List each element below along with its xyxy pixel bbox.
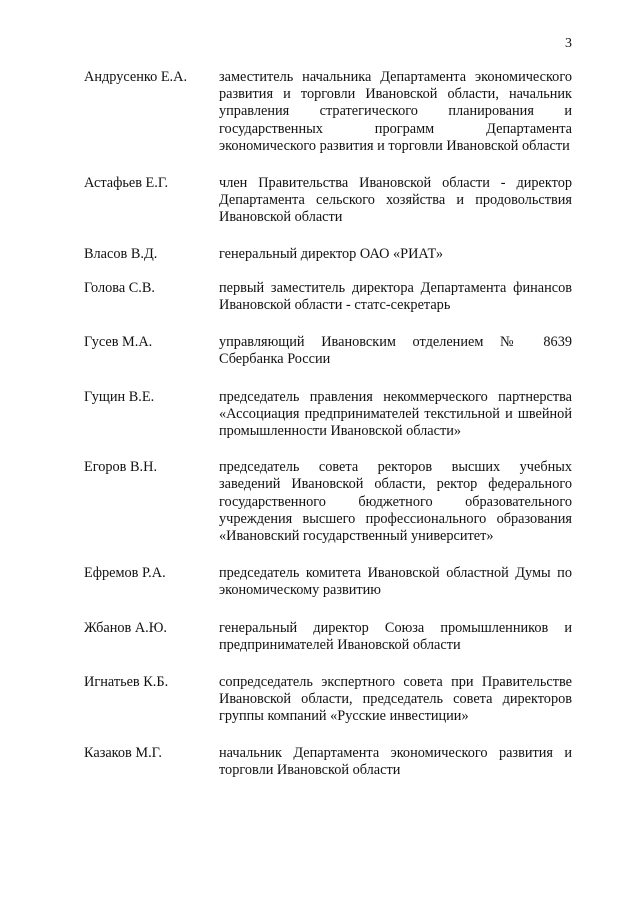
member-name: Голова С.В. bbox=[84, 279, 155, 296]
member-position: председатель совета ректоров высших учебных заведений Ивановской области, ректор федерального государственного бюджетного образовательного учреждения высшего профессионального образования «Ивановский государственный университет» bbox=[219, 459, 572, 545]
member-entry bbox=[84, 334, 572, 368]
member-name: Гусев М.А. bbox=[84, 334, 153, 351]
member-name: Андрусенко Е.А. bbox=[84, 69, 188, 85]
member-position: генеральный директор Союза промышленников и предпринимателей Ивановской области bbox=[219, 619, 572, 653]
member-entry bbox=[84, 280, 572, 314]
member-name: Игнатьев К.Б. bbox=[84, 674, 169, 691]
member-entry bbox=[84, 620, 572, 654]
member-name: Егоров В.Н. bbox=[84, 459, 158, 476]
member-position: первый заместитель директора Департамента финансов Ивановской области - статс-секретарь bbox=[219, 279, 572, 314]
member-name: Гущин В.Е. bbox=[84, 388, 155, 405]
page-number: 3 bbox=[565, 36, 572, 51]
member-position: председатель комитета Ивановской областной Думы по экономическому развитию bbox=[219, 565, 572, 599]
member-name: Жбанов А.Ю. bbox=[84, 619, 168, 636]
member-position: сопредседатель экспертного совета при Правительстве Ивановской области, председатель совета директоров группы компаний «Русские инвестиции» bbox=[219, 674, 572, 725]
member-entry bbox=[84, 565, 572, 599]
member-name: Власов В.Д. bbox=[84, 245, 158, 262]
member-entry bbox=[84, 175, 572, 227]
member-entry bbox=[84, 389, 572, 441]
member-entry bbox=[84, 246, 572, 263]
members-list bbox=[84, 69, 572, 779]
member-entry bbox=[84, 745, 572, 779]
member-entry bbox=[84, 674, 572, 726]
member-position: генеральный директор ОАО «РИАТ» bbox=[219, 245, 444, 262]
member-position: начальник Департамента экономического развития и торговли Ивановской области bbox=[219, 744, 572, 778]
member-name: Ефремов Р.А. bbox=[84, 565, 166, 582]
member-name: Астафьев Е.Г. bbox=[84, 175, 169, 192]
member-position: управляющий Ивановским отделением № 8639 Сбербанка России bbox=[219, 334, 572, 368]
member-entry bbox=[84, 459, 572, 545]
member-entry bbox=[84, 69, 572, 155]
member-position: председатель правления некоммерческого партнерства «Ассоциация предпринимателей текстильной и швейной промышленности Ивановской области» bbox=[219, 388, 572, 440]
member-position: член Правительства Ивановской области - директор Департамента сельского хозяйства и продовольствия Ивановской области bbox=[219, 175, 572, 226]
member-name: Казаков М.Г. bbox=[84, 744, 162, 761]
member-position: заместитель начальника Департамента экономического развития и торговли Ивановской области, начальник управления стратегического планирования и государственных программ Департамента экономического развития и торговли Ивановской области bbox=[219, 69, 572, 154]
